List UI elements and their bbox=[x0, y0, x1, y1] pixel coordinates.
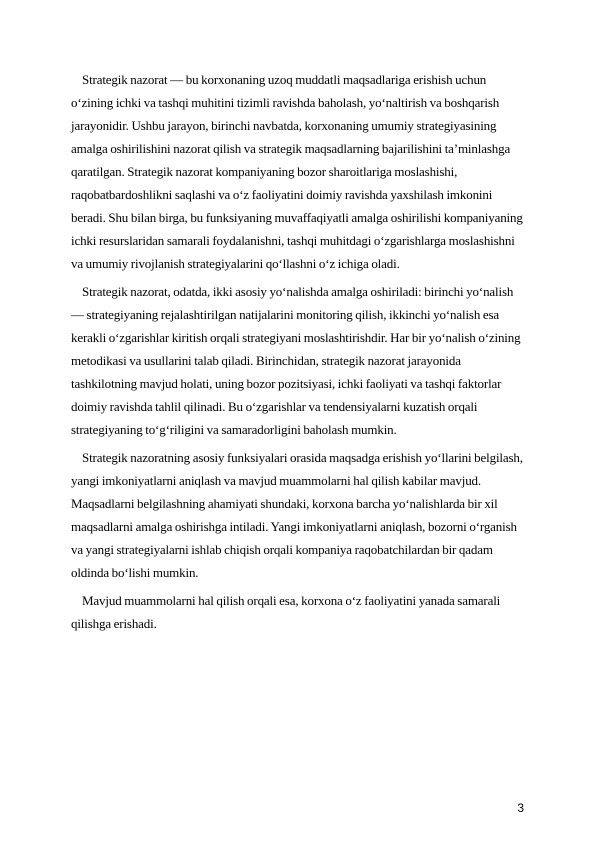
page-number: 3 bbox=[517, 801, 524, 815]
paragraph: Strategik nazorat — bu korxonaning uzoq muddatli maqsadlariga erishish uchun o‘zining ichki va tashqi muhitini tizimli ravishda baholash, yo‘naltirish va boshqarish jarayonidir. Ushbu jarayon, birinchi navbatda, korxonaning umumiy strategiyasining amalga oshirilishini nazorat qilish va strategik maqsadlarning bajarilishini ta’minlashga qaratilgan. Strategik nazorat kompaniyaning bozor sharoitlariga moslashishi, raqobatbardoshlikni saqlashi va o‘z faoliyatini doimiy ravishda yaxshilash imkonini beradi. Shu bilan birga, bu funksiyaning muvaffaqiyatli amalga oshirilishi kompaniyaning ichki resurslaridan samarali foydalanishni, tashqi muhitdagi o‘zgarishlarga moslashishni va umumiy rivojlanish strategiyalarini qo‘llashni o‘z ichiga oladi. bbox=[71, 72, 523, 271]
body-text bbox=[71, 68, 526, 640]
paragraph: Strategik nazorat, odatda, ikki asosiy yo‘nalishda amalga oshiriladi: birinchi yo‘nalish — strategiyaning rejalashtirilgan natijalarini monitoring qilish, ikkinchi yo‘nalish esa kerakli o‘zgarishlar kiritish orqali strategiyani moslashtirishdir. Har bir yo‘nalish o‘zining metodikasi va usullarini talab qiladi. Birinchidan, strategik nazorat jarayonida tashkilotning mavjud holati, uning bozor pozitsiyasi, ichki faoliyati va tashqi faktorlar doimiy ravishda tahlil qilinadi. Bu o‘zgarishlar va tendensiyalarni kuzatish orqali strategiyaning to‘g‘riligini va samaradorligini baholash mumkin. bbox=[71, 284, 521, 437]
paragraph: Mavjud muammolarni hal qilish orqali esa, korxona o‘z faoliyatini yanada samarali qilishga erishadi. bbox=[71, 593, 501, 631]
paragraph: Strategik nazoratning asosiy funksiyalari orasida maqsadga erishish yo‘llarini belgilash, yangi imkoniyatlarni aniqlash va mavjud muammolarni hal qilish kabilar mavjud. Maqsadlarni belgilashning ahamiyati shundaki, korxona barcha yo‘nalishlarda bir xil maqsadlarni amalga oshirishga intiladi. Yangi imkoniyatlarni aniqlash, bozorni o‘rganish va yangi strategiyalarni ishlab chiqish orqali kompaniya raqobatchilardan bir qadam oldinda bo‘lishi mumkin. bbox=[71, 450, 523, 580]
